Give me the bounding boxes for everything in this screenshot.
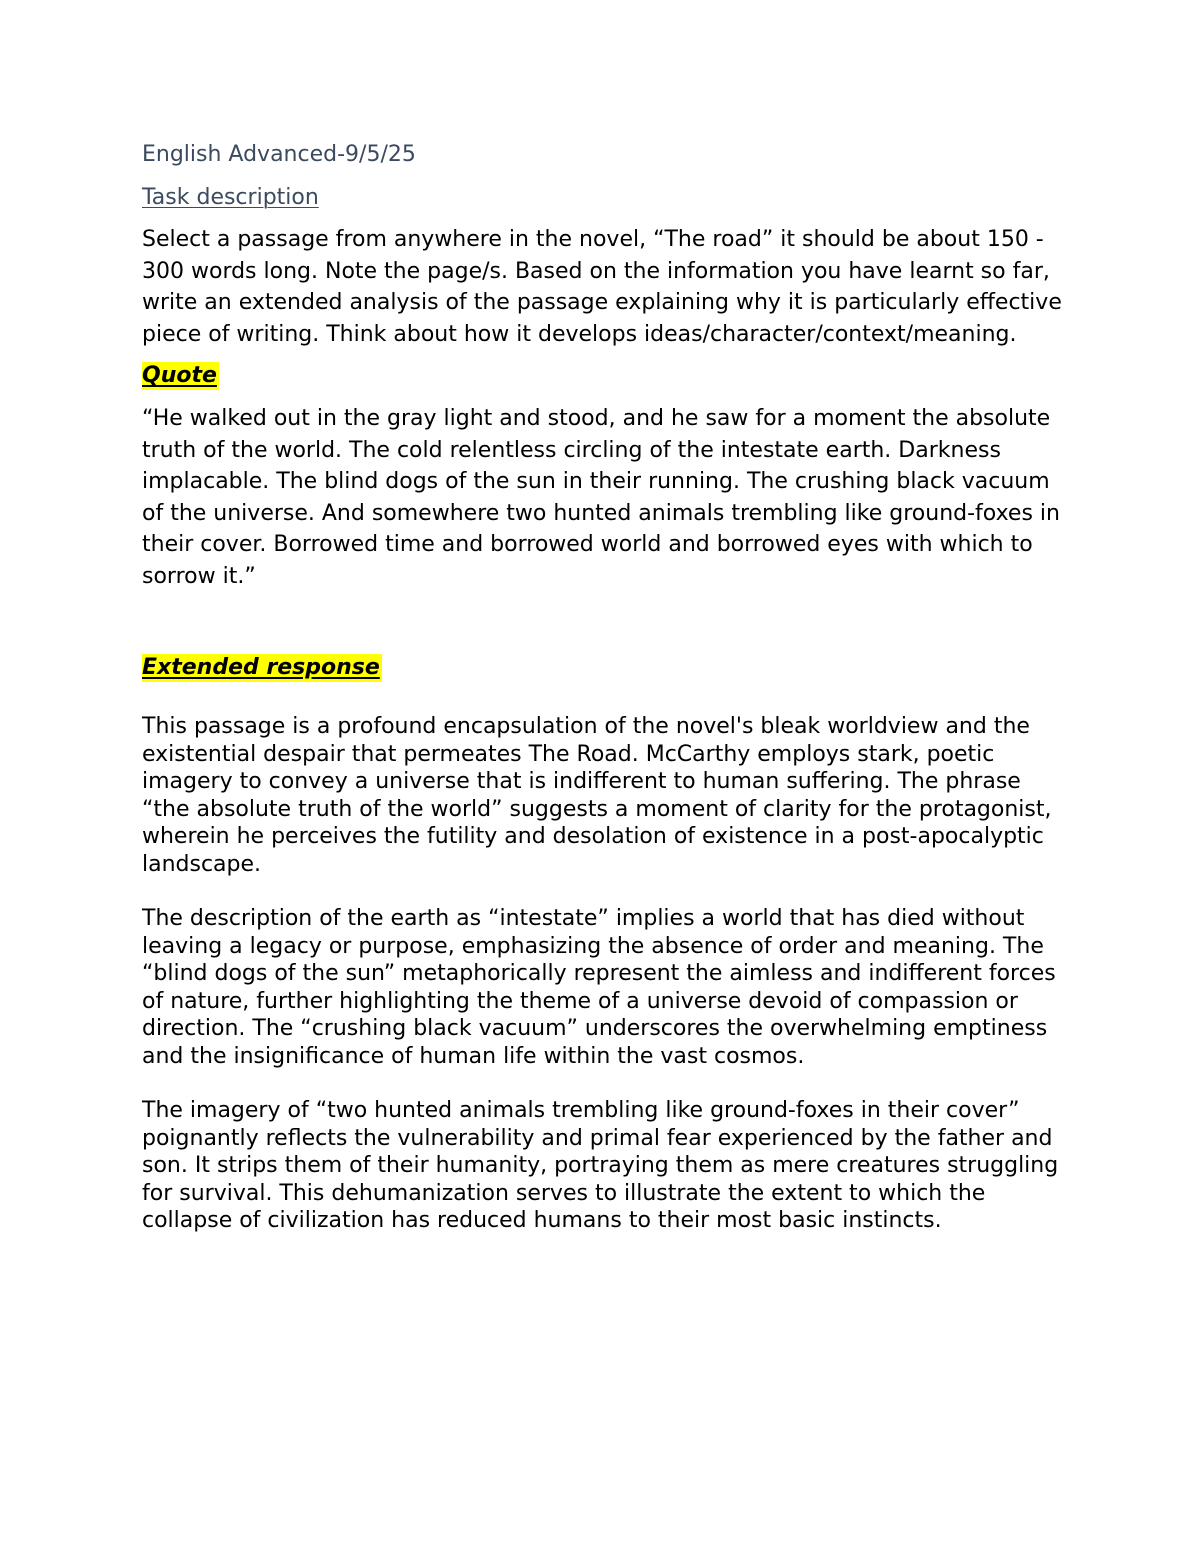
quote-text: “He walked out in the gray light and stood, and he saw for a moment the absolute truth of the world. The cold relentless circling of the intestate earth. Darkness implacable. The blind dogs of the sun in their running. The crushing black vacuum of the universe. And somewhere two hunted animals trembling like ground-foxes in their cover. Borrowed time and borrowed world and borrowed eyes with which to sorrow it.” xyxy=(142,406,1060,589)
quote-heading-row xyxy=(142,362,1072,391)
extended-response-heading: Extended response xyxy=(142,655,380,680)
document-title: English Advanced-9/5/25 xyxy=(142,142,416,167)
response-paragraph-1: This passage is a profound encapsulation of the novel's bleak worldview and the existential despair that permeates The Road. McCarthy employs stark, poetic imagery to convey a universe that is indifferent to human suffering. The phrase “the absolute truth of the world” suggests a moment of clarity for the protagonist, wherein he perceives the futility and desolation of existence in a post-apocalyptic landscape. xyxy=(142,714,1052,877)
task-description-heading: Task description xyxy=(142,185,319,210)
task-description-text: Select a passage from anywhere in the novel, “The road” it should be about 150 - 300 words long. Note the page/s. Based on the information you have learnt so far, write an extended analysis of the passage explaining why it is particularly effective piece of writing. Think about how it develops ideas/character/context/meaning. xyxy=(142,227,1062,347)
paragraph-gap xyxy=(142,878,1072,905)
document-page xyxy=(142,138,1072,1235)
response-heading-row xyxy=(142,654,1072,683)
response-paragraph-2: The description of the earth as “intestate” implies a world that has died without leaving a legacy or purpose, emphasizing the absence of order and meaning. The “blind dogs of the sun” metaphorically represent the aimless and indifferent forces of nature, further highlighting the theme of a universe devoid of compassion or direction. The “crushing black vacuum” underscores the overwhelming emptiness and the insignificance of human life within the vast cosmos. xyxy=(142,906,1056,1069)
response-paragraph-3: The imagery of “two hunted animals trembling like ground-foxes in their cover” poignantly reflects the vulnerability and primal fear experienced by the father and son. It strips them of their humanity, portraying them as mere creatures struggling for survival. This dehumanization serves to illustrate the extent to which the collapse of civilization has reduced humans to their most basic instincts. xyxy=(142,1098,1059,1233)
paragraph-gap xyxy=(142,1070,1072,1097)
quote-heading: Quote xyxy=(142,363,217,388)
section-spacer xyxy=(142,592,1072,654)
